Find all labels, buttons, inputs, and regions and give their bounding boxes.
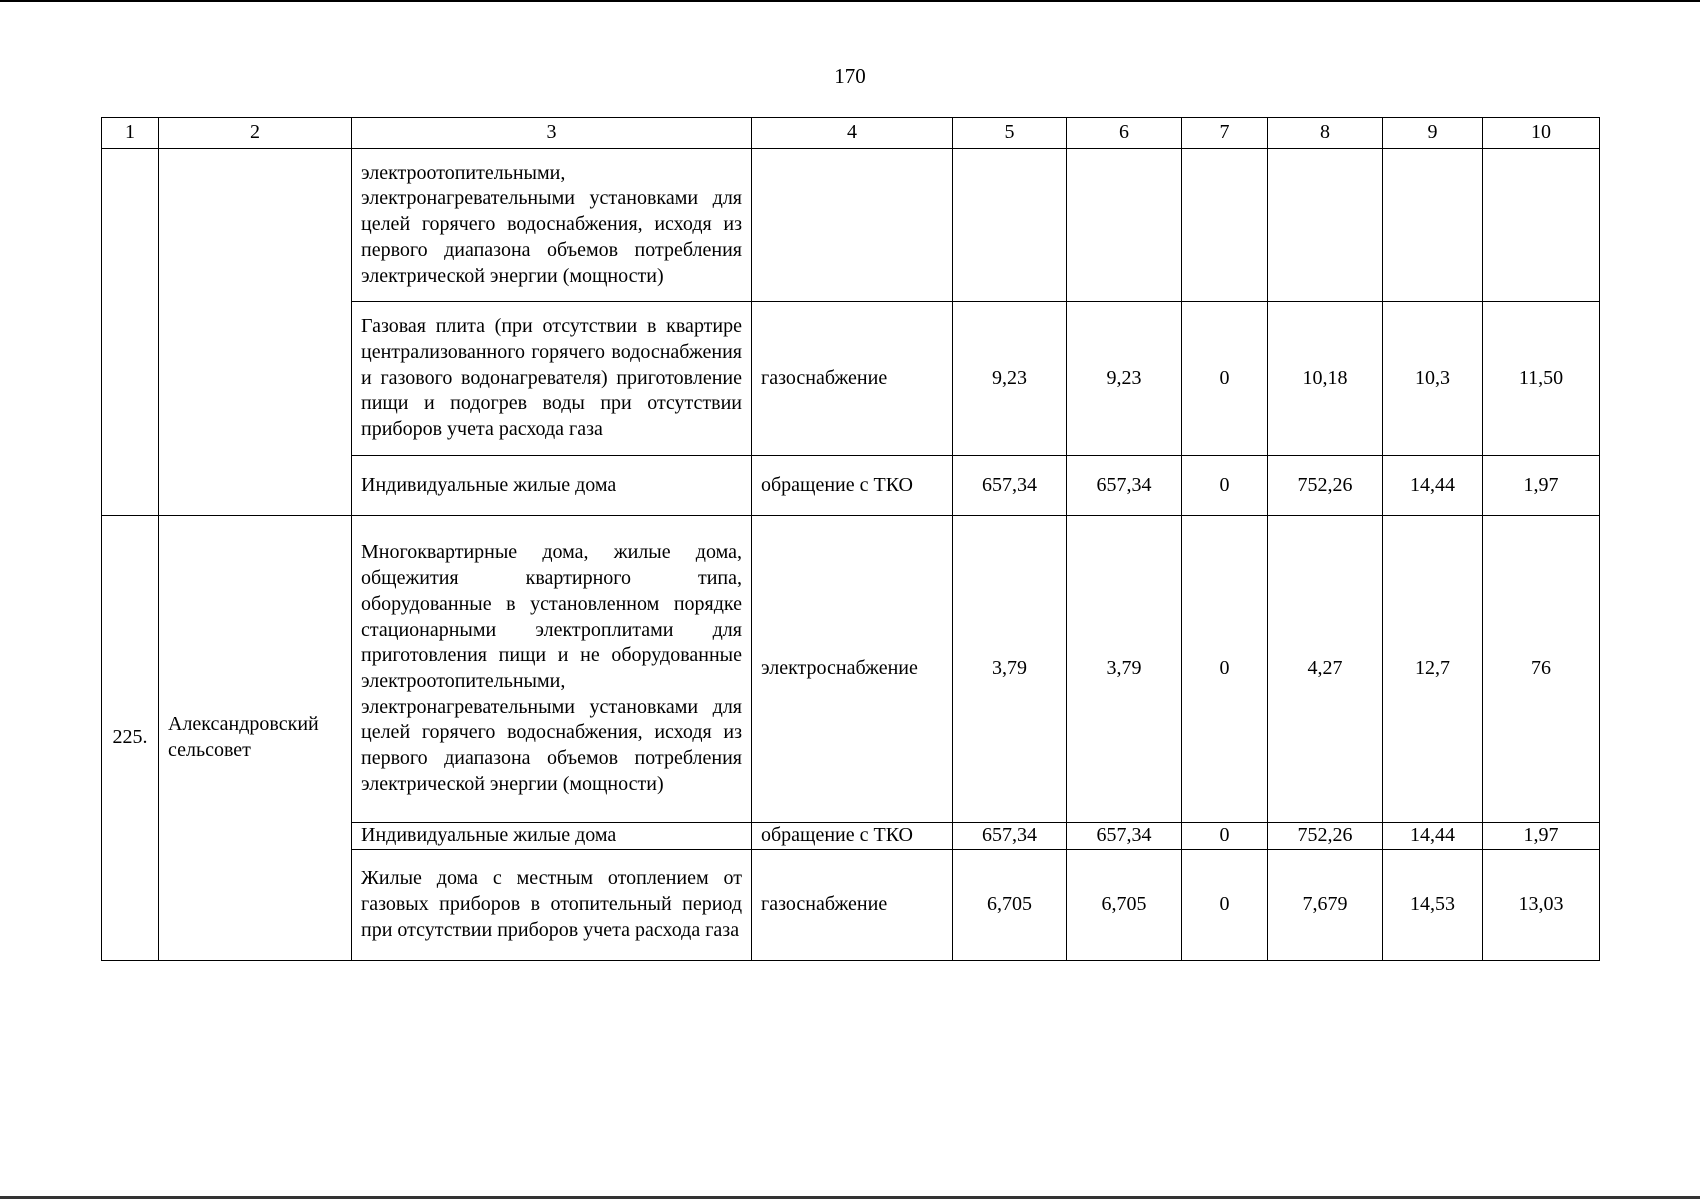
value-cell-7: 0 [1182,456,1268,516]
value-cell-6 [1067,149,1182,302]
value-cell-9: 14,44 [1383,456,1483,516]
value-cell-6: 9,23 [1067,302,1182,456]
value-cell-7: 0 [1182,516,1268,823]
header-cell: 9 [1383,118,1483,149]
value-cell-7: 0 [1182,302,1268,456]
housing-description-cell: Жилые дома с местным отоплением от газовых приборов в отопительный период при отсутствии приборов учета расхода газа [352,850,752,961]
housing-description-cell: электроотопительными, электронагревательными установками для целей горячего водоснабжения, исходя из первого диапазона объемов потребления электрической энергии (мощности) [352,149,752,302]
value-cell-8: 752,26 [1268,456,1383,516]
value-cell-10 [1483,149,1600,302]
value-cell-8: 7,679 [1268,850,1383,961]
value-cell-9 [1383,149,1483,302]
header-cell: 4 [752,118,953,149]
table-row [102,516,1600,823]
housing-description-cell: Газовая плита (при отсутствии в квартире централизованного горячего водоснабжения и газового водонагревателя) приготовление пищи и подогрев воды при отсутствии приборов учета расхода газа [352,302,752,456]
header-cell: 3 [352,118,752,149]
page-number: 170 [834,64,866,88]
value-cell-5: 657,34 [953,823,1067,850]
value-cell-7: 0 [1182,850,1268,961]
value-cell-5: 3,79 [953,516,1067,823]
service-cell: обращение с ТКО [752,823,953,850]
service-cell: газоснабжение [752,850,953,961]
service-cell: газоснабжение [752,302,953,456]
value-cell-5: 6,705 [953,850,1067,961]
value-cell-6: 657,34 [1067,456,1182,516]
service-cell: обращение с ТКО [752,456,953,516]
value-cell-10: 1,97 [1483,456,1600,516]
value-cell-10: 76 [1483,516,1600,823]
value-cell-7 [1182,149,1268,302]
header-cell: 5 [953,118,1067,149]
housing-description-cell: Многоквартирные дома, жилые дома, общежития квартирного типа, оборудованные в установленном порядке стационарными электроплитами для приготовления пищи и не оборудованные электроотопительными, электронагревательными установками для целей горячего водоснабжения, исходя из первого диапазона объемов потребления электрической энергии (мощности) [352,516,752,823]
value-cell-10: 13,03 [1483,850,1600,961]
value-cell-8: 752,26 [1268,823,1383,850]
value-cell-6: 3,79 [1067,516,1182,823]
header-cell: 2 [159,118,352,149]
value-cell-10: 11,50 [1483,302,1600,456]
value-cell-9: 14,53 [1383,850,1483,961]
value-cell-10: 1,97 [1483,823,1600,850]
bottom-scan-edge [0,1196,1700,1199]
top-border-line [0,0,1700,2]
value-cell-5: 657,34 [953,456,1067,516]
housing-description-cell: Индивидуальные жилые дома [352,456,752,516]
header-cell: 10 [1483,118,1600,149]
header-cell: 8 [1268,118,1383,149]
row-number-cell: 225. [102,516,159,961]
header-cell: 7 [1182,118,1268,149]
value-cell-9: 10,3 [1383,302,1483,456]
table-header-row [102,118,1600,149]
tariff-table [101,117,1600,961]
value-cell-6: 657,34 [1067,823,1182,850]
settlement-cell-empty [159,149,352,516]
table-row [102,149,1600,302]
value-cell-9: 14,44 [1383,823,1483,850]
service-cell: электроснабжение [752,516,953,823]
value-cell-9: 12,7 [1383,516,1483,823]
housing-description-cell: Индивидуальные жилые дома [352,823,752,850]
value-cell-5: 9,23 [953,302,1067,456]
value-cell-8 [1268,149,1383,302]
value-cell-5 [953,149,1067,302]
value-cell-7: 0 [1182,823,1268,850]
value-cell-8: 4,27 [1268,516,1383,823]
header-cell: 1 [102,118,159,149]
value-cell-8: 10,18 [1268,302,1383,456]
header-cell: 6 [1067,118,1182,149]
row-number-cell-empty [102,149,159,516]
value-cell-6: 6,705 [1067,850,1182,961]
service-cell [752,149,953,302]
settlement-name-cell: Александровский сельсовет [159,516,352,961]
